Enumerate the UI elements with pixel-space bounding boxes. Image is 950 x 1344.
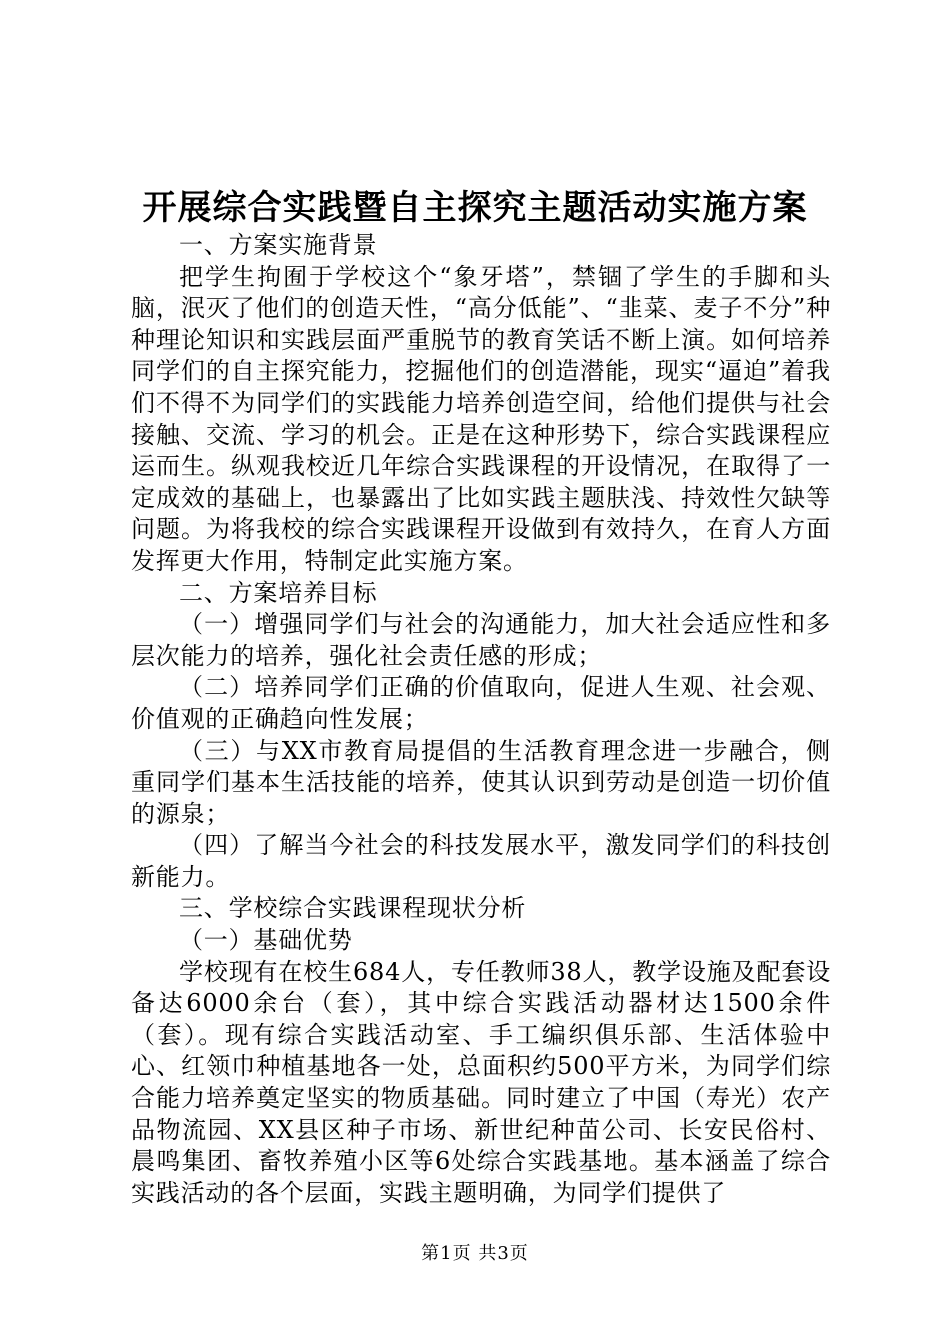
document-title: 开展综合实践暨自主探究主题活动实施方案	[142, 188, 808, 228]
goal-item-1: （一）增强同学们与社会的沟通能力，加大社会适应性和多层次能力的培养，强化社会责任感的形成；	[131, 610, 831, 670]
page-footer: 第1页 共3页	[421, 1243, 529, 1264]
subsection-heading-advantages: （一）基础优势	[179, 926, 353, 955]
section-heading-analysis: 三、学校综合实践课程现状分析	[179, 894, 527, 923]
goal-item-2: （二）培养同学们正确的价值取向，促进人生观、社会观、价值观的正确趋向性发展；	[131, 673, 831, 733]
paragraph-advantages: 学校现有在校生684人，专任教师38人，教学设施及配套设备达6000余台（套），其中综合实践活动器材达1500余件（套）。现有综合实践活动室、手工编织俱乐部、生活体验中心、红领巾种植基地各一处，总面积约500平方米，为同学们综合能力培养奠定坚实的物质基础。同时建立了中国（寿光）农产品物流园、XX县区种子市场、新世纪种苗公司、长安民俗村、晨鸣集团、畜牧养殖小区等6处综合实践基地。基本涵盖了综合实践活动的各个层面，实践主题明确，为同学们提供了	[131, 957, 831, 1207]
document-body	[131, 230, 831, 1209]
goal-item-4: （四）了解当今社会的科技发展水平，激发同学们的科技创新能力。	[131, 831, 831, 891]
paragraph-background: 把学生拘囿于学校这个“象牙塔”，禁锢了学生的手脚和头脑，泯灭了他们的创造天性，“高分低能”、“韭菜、麦子不分”种种理论知识和实践层面严重脱节的教育笑话不断上演。如何培养同学们的自主探究能力，挖掘他们的创造潜能，现实“逼迫”着我们不得不为同学们的实践能力培养创造空间，给他们提供与社会接触、交流、学习的机会。正是在这种形势下，综合实践课程应运而生。纵观我校近几年综合实践课程的开设情况，在取得了一定成效的基础上，也暴露出了比如实践主题肤浅、持效性欠缺等问题。为将我校的综合实践课程开设做到有效持久，在育人方面发挥更大作用，特制定此实施方案。	[131, 262, 831, 575]
section-heading-background: 一、方案实施背景	[179, 231, 378, 259]
section-heading-goals: 二、方案培养目标	[179, 578, 378, 607]
goal-item-3: （三）与XX市教育局提倡的生活教育理念进一步融合，侧重同学们基本生活技能的培养，使其认识到劳动是创造一切价值的源泉；	[131, 736, 831, 828]
